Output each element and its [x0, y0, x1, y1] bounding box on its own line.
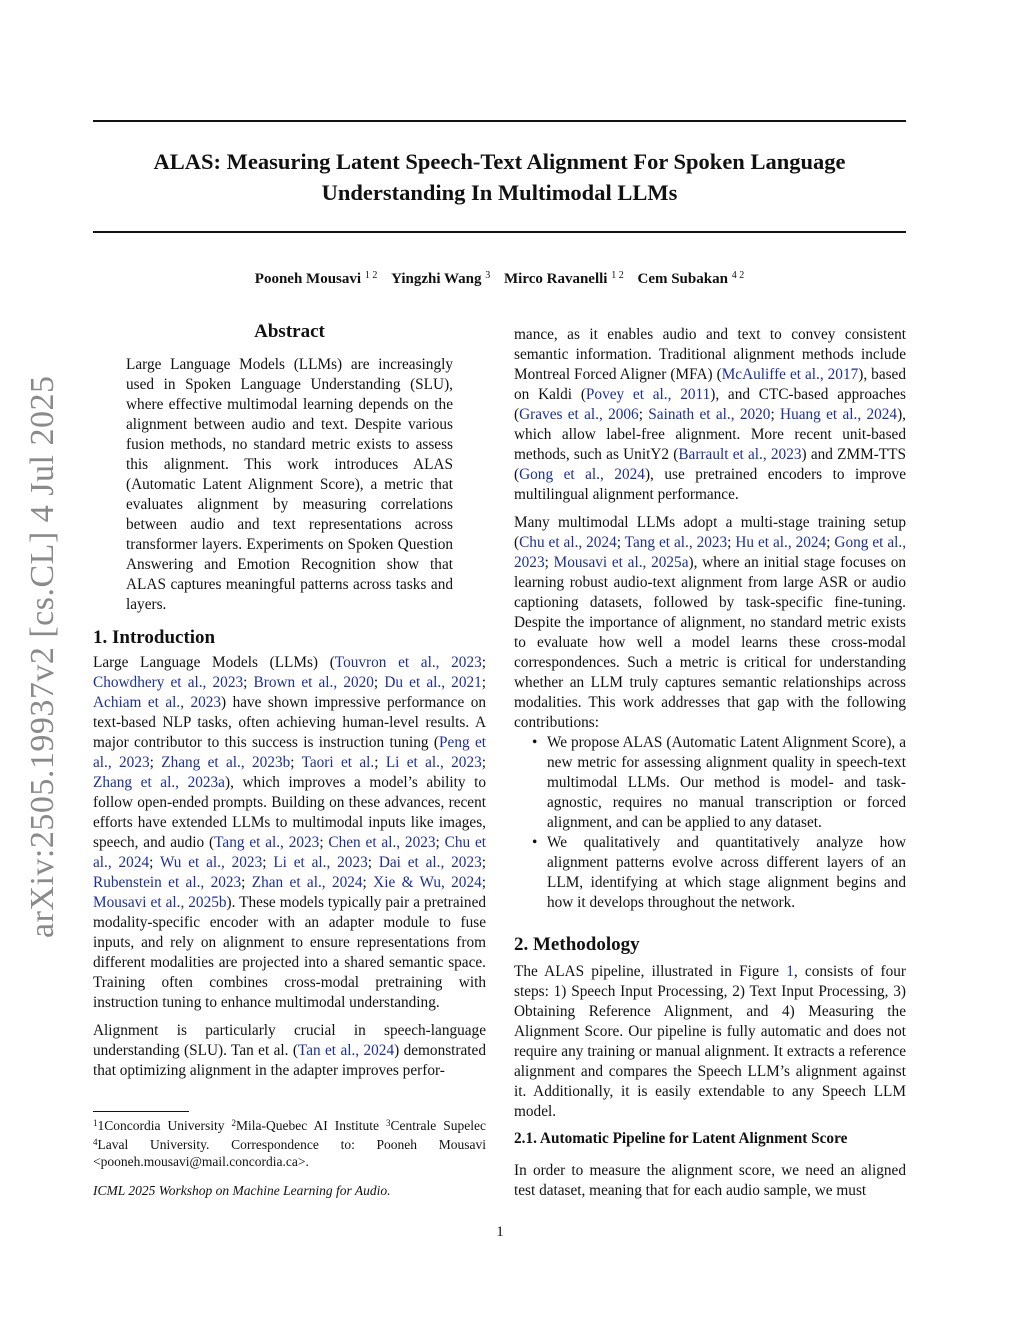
intro-paragraph-1: Large Language Models (LLMs) (Touvron et al., 2023; Chowdhery et al., 2023; Brown et al., 2020; Du et al., 2021; Achiam et al., 2023) have shown impressive performance on text-based NLP tasks, often achieving human-level results. A major contributor to this success is instruction tuning (Peng et al., 2023; Zhang et al., 2023b; Taori et al.; Li et al., 2023; Zhang et al., 2023a), which improves a model’s ability to follow open-ended prompts. Building on these advances, recent efforts have extended LLMs to multimodal inputs like images, speech, and audio (Tang et al., 2023; Chen et al., 2023; Chu et al., 2024; Wu et al., 2023; Li et al., 2023; Dai et al., 2023; Rubenstein et al., 2023; Zhan et al., 2024; Xie & Wu, 2024; Mousavi et al., 2025b). These models typically pair a pretrained modality-specific encoder with an adapter module to fuse inputs, and rely on alignment to ensure representations from different modalities are projected into a shared semantic space. Training often combines cross-modal pretraining with instruction tuning to enhance multimodal understanding. — [93, 654, 487, 1011]
abstract-body — [126, 355, 453, 615]
introduction-body — [93, 653, 486, 1081]
intro-paragraph-2: Alignment is particularly crucial in speech-language understanding (SLU). Tan et al. (Tan et al., 2024) demonstrated that optimizing alignment in the adapter improves perfor- — [93, 1022, 486, 1079]
figure-reference-link[interactable]: 1 — [786, 963, 794, 980]
title-bottom-rule — [93, 231, 906, 233]
citation-link[interactable]: Taori et al. — [301, 754, 375, 771]
arxiv-id: arXiv:2505.19937v2 [cs.CL] 4 Jul 2025 — [24, 375, 61, 938]
citation-link[interactable]: Chowdhery et al., 2023 — [93, 674, 244, 691]
citation-link[interactable]: Li et al., 2023 — [273, 854, 368, 871]
methodology-paragraph: The ALAS pipeline, illustrated in Figure 1, consists of four steps: 1) Speech Input Processing, 2) Text Input Processing, 3) Obtaining Reference Alignment, and 4) Measuring the Alignment Score. Our pipeline is fully automatic and does not require any training or manual alignment. It extracts a reference alignment and compares the Speech LLM’s alignment against it. Additionally, it is easily extendable to any Speech LLM model. — [514, 963, 906, 1120]
contribution-item-1: • We propose ALAS (Automatic Latent Alignment Score), a new metric for assessing alignment quality in speech-text multimodal LLMs. Our method is model- and task-agnostic, requires no manual transcription or forced alignment, and can be applied to any dataset. — [547, 733, 906, 833]
introduction-heading: 1. Introduction — [93, 627, 216, 648]
right-paragraph-2: Many multimodal LLMs adopt a multi-stage training setup (Chu et al., 2024; Tang et al., 2023; Hu et al., 2024; Gong et al., 2023; Mousavi et al., 2025a), where an initial stage focuses on learning robust audio-text alignment from large ASR or audio captioning datasets, followed by task-specific fine-tuning. Despite the importance of alignment, no standard metric exists to evaluate how well a model learns these cross-modal correspondences. Such a metric is critical for understanding whether an LLM truly captures semantic relationships across modalities. This work addresses that gap with the following contributions: — [514, 514, 907, 731]
citation-link[interactable]: Huang et al., 2024 — [780, 406, 898, 423]
citation-link[interactable]: Tang et al., 2023 — [624, 534, 728, 551]
citation-link[interactable]: Barrault et al., 2023 — [678, 446, 802, 463]
citation-link[interactable]: Xie & Wu, 2024 — [373, 874, 482, 891]
abstract-paragraph: Large Language Models (LLMs) are increasingly used in Spoken Language Understanding (SLU), where effective multimodal learning depends on the alignment between audio and text. Despite various fusion methods, no standard metric exists to assess this alignment. This work introduces ALAS (Automatic Latent Alignment Score), a metric that evaluates alignment by measuring correlations between audio and text representations across transformer layers. Experiments on Spoken Question Answering and Emotion Recognition show that ALAS captures meaningful patterns across tasks and layers. — [126, 356, 453, 613]
title-line-1: ALAS: Measuring Latent Speech-Text Alignment For Spoken Language — [153, 149, 846, 174]
citation-link[interactable]: Chen et al., 2023 — [328, 834, 436, 851]
citation-link[interactable]: Dai et al., 2023 — [378, 854, 482, 871]
citation-link[interactable]: Touvron et al., 2023 — [334, 654, 482, 671]
right-paragraph-1: mance, as it enables audio and text to convey consistent semantic information. Traditional alignment methods include Montreal Forced Aligner (MFA) (McAuliffe et al., 2017), based on Kaldi (Povey et al., 2011), and CTC-based approaches (Graves et al., 2006; Sainath et al., 2020; Huang et al., 2024), which allow label-free alignment. More recent unit-based methods, such as UnitY2 (Barrault et al., 2023) and ZMM-TTS (Gong et al., 2024), use pretrained encoders to improve multilingual alignment performance. — [514, 326, 907, 503]
paper-title — [93, 146, 906, 208]
citation-link[interactable]: Mousavi et al., 2025b — [93, 894, 227, 911]
footnote-rule — [93, 1111, 189, 1112]
citation-link[interactable]: Chu et al., 2024 — [93, 834, 486, 871]
right-column-body — [514, 325, 906, 913]
citation-link[interactable]: Povey et al., 2011 — [585, 386, 711, 403]
subsection-body — [514, 1161, 906, 1201]
contribution-item-2: • We qualitatively and quantitatively analyze how alignment patterns evolve across different layers of an LLM, identifying at which stage alignment begins and how it develops throughout the network. — [547, 833, 906, 913]
citation-link[interactable]: Du et al., 2021 — [384, 674, 482, 691]
citation-link[interactable]: Achiam et al., 2023 — [93, 694, 222, 711]
citation-link[interactable]: Brown et al., 2020 — [253, 674, 374, 691]
citation-link[interactable]: Mousavi et al., 2025a — [553, 554, 689, 571]
top-rule — [93, 120, 906, 122]
citation-link[interactable]: Sainath et al., 2020 — [648, 406, 771, 423]
citation-link[interactable]: Rubenstein et al., 2023 — [93, 874, 242, 891]
citation-link[interactable]: Zhang et al., 2023b — [161, 754, 291, 771]
citation-link[interactable]: Gong et al., 2023 — [514, 534, 907, 571]
affiliation-footnote: $^1$1Concordia University $^2$Mila-Quebec AI Institute $^3$Centrale Supelec $^4$Laval University. Correspondence to: Pooneh Mousavi <pooneh.mousavi@mail.concordia.ca>. — [93, 1118, 487, 1169]
citation-link[interactable]: Zhan et al., 2024 — [251, 874, 363, 891]
author-4: Cem Subakan $^{4 2}$ — [637, 270, 745, 287]
subsection-heading: 2.1. Automatic Pipeline for Latent Alignment Score — [514, 1130, 848, 1147]
title-line-2: Understanding In Multimodal LLMs — [321, 180, 678, 205]
contribution-list — [514, 733, 906, 913]
citation-link[interactable]: Wu et al., 2023 — [159, 854, 263, 871]
author-list — [93, 266, 906, 289]
venue-note: ICML 2025 Workshop on Machine Learning for Audio. — [93, 1183, 391, 1198]
citation-link[interactable]: Gong et al., 2024 — [519, 466, 645, 483]
author-3: Mirco Ravanelli $^{1 2}$ — [504, 270, 624, 287]
methodology-heading: 2. Methodology — [514, 934, 640, 955]
author-1: Pooneh Mousavi $^{1 2}$ — [254, 270, 378, 287]
citation-link[interactable]: Peng et al., 2023 — [93, 734, 486, 771]
methodology-body — [514, 962, 906, 1122]
abstract-heading: Abstract — [254, 321, 325, 342]
subsection-paragraph: In order to measure the alignment score, we need an aligned test dataset, meaning that for each audio sample, we must — [514, 1162, 906, 1199]
citation-link[interactable]: Zhang et al., 2023a — [93, 774, 225, 791]
citation-link[interactable]: McAuliffe et al., 2017 — [721, 366, 859, 383]
citation-link[interactable]: Hu et al., 2024 — [735, 534, 827, 551]
author-2: Yingzhi Wang $^3$ — [391, 270, 491, 287]
citation-link[interactable]: Tang et al., 2023 — [214, 834, 320, 851]
page-number: 1 — [496, 1224, 504, 1240]
citation-link[interactable]: Tan et al., 2024 — [297, 1042, 395, 1059]
citation-link[interactable]: Graves et al., 2006 — [519, 406, 639, 423]
citation-link[interactable]: Li et al., 2023 — [385, 754, 482, 771]
citation-link[interactable]: Chu et al., 2024 — [519, 534, 617, 551]
